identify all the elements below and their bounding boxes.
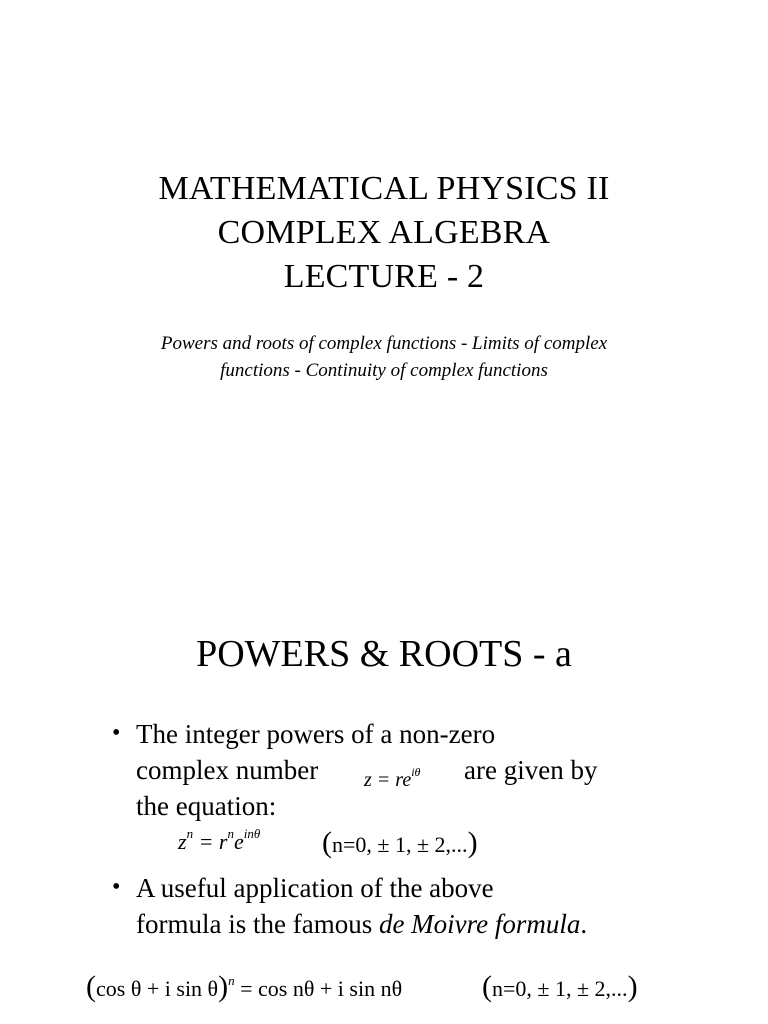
power-equation: $z^n = r^ne^{in\theta}$ [178, 826, 261, 854]
bullet-dot: • [112, 874, 121, 900]
bullet-2-line-1: A useful application of the above [136, 873, 494, 903]
lecture-title-line-2: COMPLEX ALGEBRA [217, 214, 551, 251]
bullet-1-line-2-end: are given by [464, 755, 598, 785]
de-moivre-equation: (cos θ + i sin θ)$^n$ = cos nθ + i sin nθ [86, 970, 403, 1003]
bullet-1-line-2: complex number [136, 755, 319, 785]
de-moivre-range: (n=0, ± 1, ± 2,...) [482, 970, 638, 1003]
de-moivre-emphasis: de Moivre formula [378, 909, 581, 939]
lecture-subtitle: Powers and roots of complex functions - Limits of complex functions - Continuity of complex functions [160, 333, 608, 381]
lecture-title-line-3: LECTURE - 2 [283, 258, 485, 295]
power-equation-range: (n=0, ± 1, ± 2,...) [322, 826, 478, 859]
slide-title: POWERS & ROOTS - a [196, 633, 572, 675]
bullet-1-line-3: the equation: [136, 791, 277, 821]
z-equation: $z = re^{i\theta}$ [364, 765, 421, 791]
bullet-2-line-2: formula is the famous [136, 909, 373, 939]
lecture-title-line-1: MATHEMATICAL PHYSICS II [158, 170, 610, 207]
bullet-dot: • [112, 720, 121, 746]
bullet-1-line-1: The integer powers of a non-zero [136, 719, 496, 749]
